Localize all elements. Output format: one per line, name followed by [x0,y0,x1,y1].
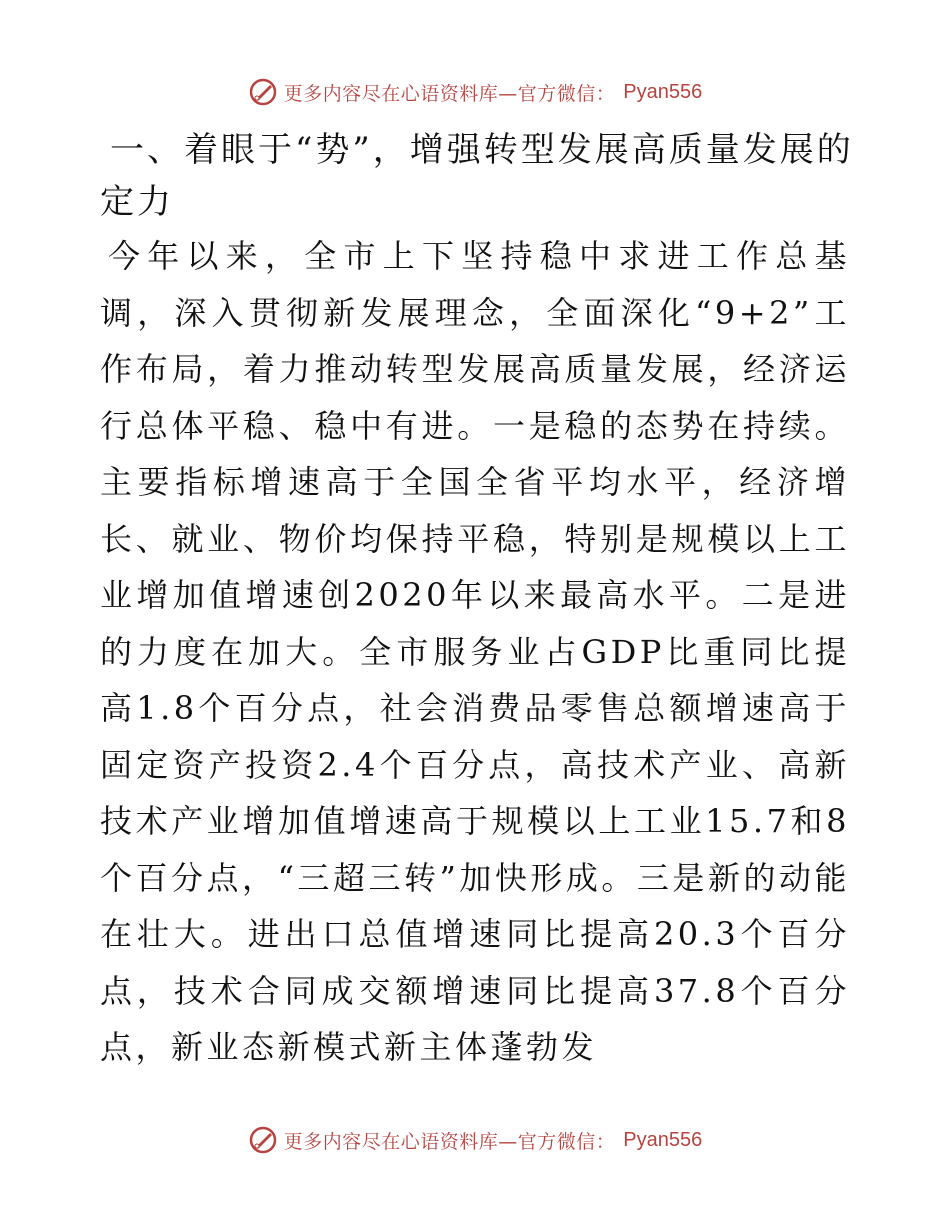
section-heading: 一、着眼于“势”，增强转型发展高质量发展的定力 [100,130,854,222]
watermark-text: 更多内容尽在心语资料库—官方微信： [283,1130,616,1153]
quill-logo-icon [248,1125,278,1155]
watermark-handle: Pyan556 [623,80,703,103]
body-paragraph: 今年以来，全市上下坚持稳中求进工作总基调，深入贯彻新发展理念，全面深化“9+2”工作布局，着力推动转型发展高质量发展，经济运行总体平稳、稳中有进。一是稳的态势在持续。主要指标增速高于全国全省平均水平，经济增长、就业、物价均保持平稳，特别是规模以上工业增加值增速创2020年以来最高水平。二是进的力度在加大。全市服务业占GDP比重同比提高1.8个百分点，社会消费品零售总额增速高于固定资产投资2.4个百分点，高技术产业、高新技术产业增加值增速高于规模以上工业15.7和8个百分点，“三超三转”加快形成。三是新的动能在壮大。进出口总值增速同比提高20.3个百分点，技术合同成交额增速同比提高37.8个百分点，新业态新模式新主体蓬勃发 [100,237,850,1066]
footer-watermark [0,1120,950,1160]
watermark-handle: Pyan556 [623,1128,703,1151]
quill-logo-icon [248,77,278,107]
watermark-text: 更多内容尽在心语资料库—官方微信： [283,82,616,105]
header-watermark [0,72,950,112]
